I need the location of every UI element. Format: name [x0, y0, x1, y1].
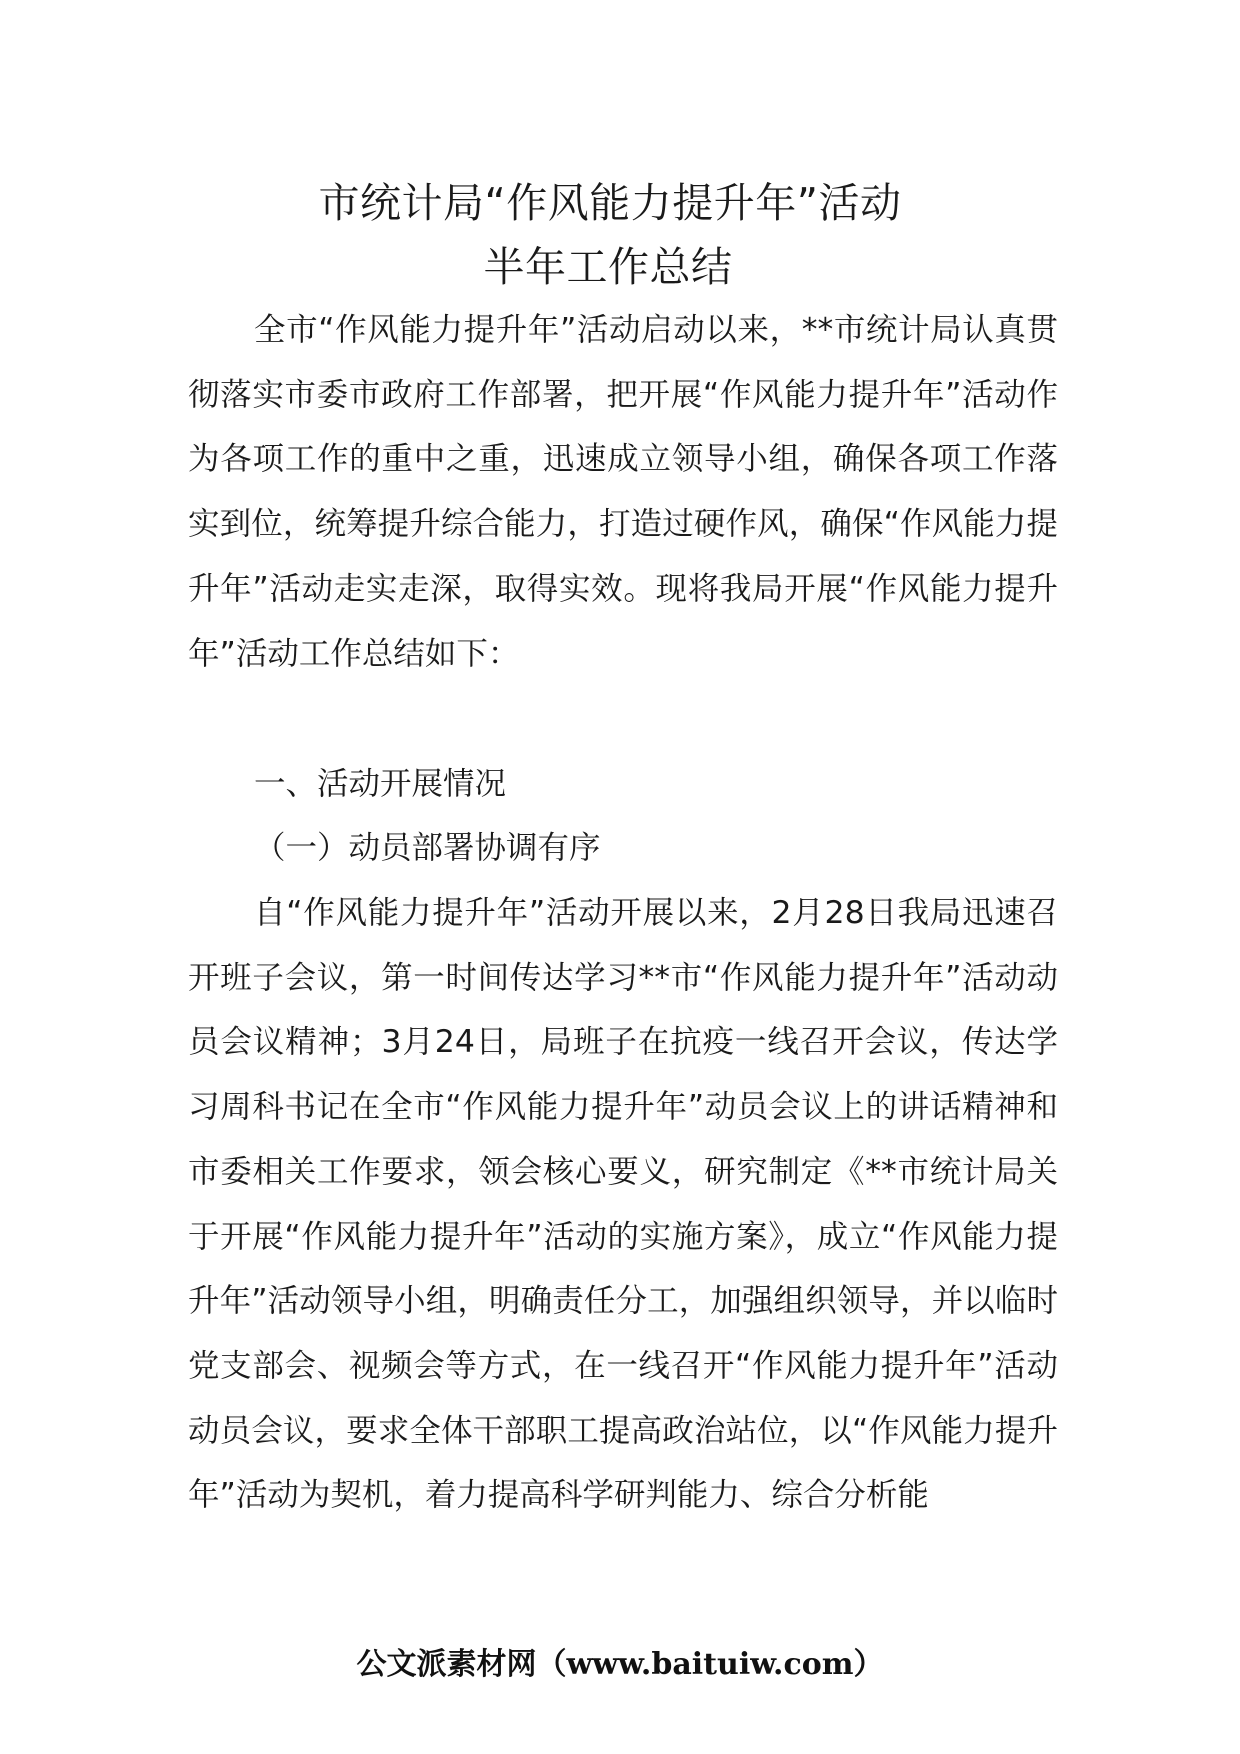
body-paragraph: 自“作风能力提升年”活动开展以来，2月28日我局迅速召开班子会议，第一时间传达学习**市“作风能力提升年”活动动员会议精神；3月24日，局班子在抗疫一线召开会议，传达学习周科书记在全市“作风能力提升年”动员会议上的讲话精神和市委相关工作要求，领会核心要义，研究制定《**市统计局关于开展“作风能力提升年”活动的实施方案》，成立“作风能力提升年”活动领导小组，明确责任分工，加强组织领导，并以临时党支部会、视频会等方式，在一线召开“作风能力提升年”活动动员会议，要求全体干部职工提高政治站位，以“作风能力提升年”活动为契机，着力提高科学研判能力、综合分析能 — [188, 895, 1058, 1514]
footer-watermark: 公文派素材网（www.baituiw.com） — [356, 1647, 884, 1682]
document-title-line-2: 半年工作总结 — [483, 243, 733, 291]
document-title-line-1: 市统计局“作风能力提升年”活动 — [318, 179, 902, 227]
subsection-heading: （一）动员部署协调有序 — [254, 830, 601, 866]
intro-paragraph: 全市“作风能力提升年”活动启动以来，**市统计局认真贯彻落实市委市政府工作部署，把开展“作风能力提升年”活动作为各项工作的重中之重，迅速成立领导小组，确保各项工作落实到位，统筹提升综合能力，打造过硬作风，确保“作风能力提升年”活动走实走深，取得实效。现将我局开展“作风能力提升年”活动工作总结如下： — [188, 312, 1058, 672]
section-heading: 一、活动开展情况 — [254, 766, 507, 802]
